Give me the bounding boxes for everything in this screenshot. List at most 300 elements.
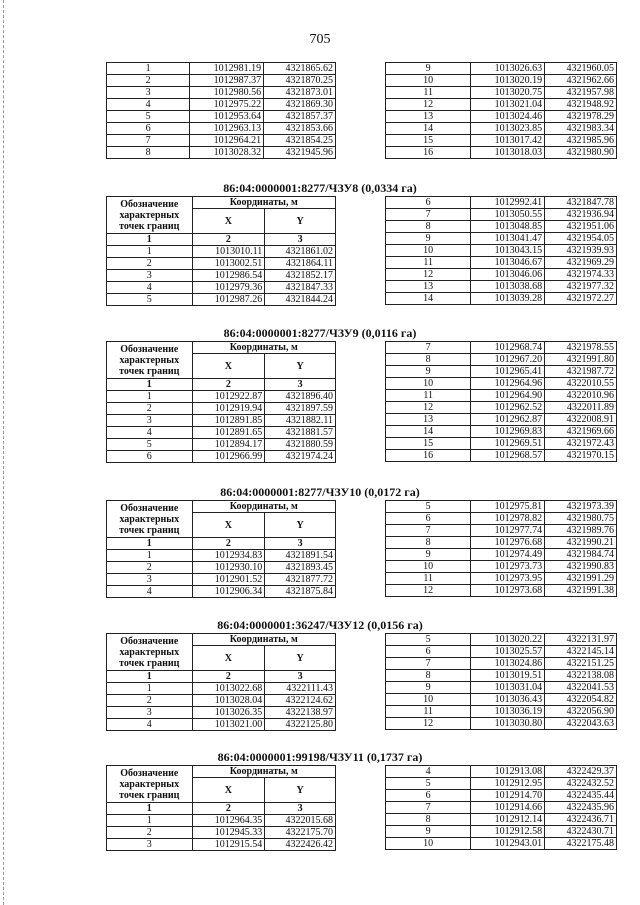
y-header: Y bbox=[265, 209, 336, 234]
x-coordinate: 1012977.74 bbox=[471, 525, 545, 537]
table-row bbox=[386, 426, 617, 438]
point-number: 3 bbox=[107, 270, 193, 282]
y-coordinate: 4321991.80 bbox=[545, 354, 617, 366]
table-row bbox=[386, 826, 617, 838]
y-coordinate: 4321990.83 bbox=[545, 561, 617, 573]
x-header: X bbox=[192, 513, 265, 538]
table-row bbox=[107, 707, 336, 719]
x-coordinate: 1012973.68 bbox=[471, 585, 545, 597]
y-coordinate: 4321896.40 bbox=[265, 391, 336, 403]
x-coordinate: 1013036.19 bbox=[471, 706, 545, 718]
point-number: 6 bbox=[386, 197, 471, 209]
point-number: 8 bbox=[386, 814, 471, 826]
point-number: 11 bbox=[386, 573, 471, 585]
point-number: 9 bbox=[386, 63, 471, 75]
point-number: 2 bbox=[107, 827, 193, 839]
table-row bbox=[386, 147, 617, 159]
point-number: 9 bbox=[386, 549, 471, 561]
point-number: 13 bbox=[386, 111, 471, 123]
point-number: 10 bbox=[386, 838, 471, 850]
table-row bbox=[107, 403, 336, 415]
x-header: X bbox=[192, 354, 265, 379]
table-row bbox=[107, 451, 336, 463]
x-coordinate: 1013024.46 bbox=[471, 111, 545, 123]
x-coordinate: 1012973.73 bbox=[471, 561, 545, 573]
table-row bbox=[386, 682, 617, 694]
x-coordinate: 1013024.86 bbox=[471, 658, 545, 670]
table-row bbox=[386, 513, 617, 525]
x-coordinate: 1012975.22 bbox=[190, 99, 264, 111]
y-coordinate: 4322429.37 bbox=[545, 766, 617, 778]
table-row bbox=[107, 562, 336, 574]
y-coordinate: 4321939.93 bbox=[545, 245, 617, 257]
point-number: 11 bbox=[386, 87, 471, 99]
point-number: 3 bbox=[107, 574, 193, 586]
section-title-5: 86:04:0000001:99198/ЧЗУ11 (0,1737 га) bbox=[217, 750, 423, 764]
table-row bbox=[386, 390, 617, 402]
y-coordinate: 4322138.08 bbox=[545, 670, 617, 682]
table-row bbox=[107, 270, 336, 282]
table-row bbox=[386, 293, 617, 305]
y-header: Y bbox=[265, 646, 336, 671]
y-coordinate: 4321991.38 bbox=[545, 585, 617, 597]
table-row bbox=[107, 827, 336, 839]
point-number: 6 bbox=[386, 646, 471, 658]
designation-header: Обозначение характерных точек границ bbox=[107, 634, 193, 671]
y-coordinate: 4321881.57 bbox=[265, 427, 336, 439]
y-header: Y bbox=[265, 513, 336, 538]
y-coordinate: 4321989.76 bbox=[545, 525, 617, 537]
y-coordinate: 4322125.80 bbox=[265, 719, 336, 731]
x-coordinate: 1012974.49 bbox=[471, 549, 545, 561]
x-coordinate: 1013043.15 bbox=[471, 245, 545, 257]
y-coordinate: 4321977.32 bbox=[545, 281, 617, 293]
point-number: 1 bbox=[107, 815, 193, 827]
section-3-left-table bbox=[106, 500, 336, 598]
point-number: 9 bbox=[386, 366, 471, 378]
y-coordinate: 4321893.45 bbox=[265, 562, 336, 574]
y-coordinate: 4321891.54 bbox=[265, 550, 336, 562]
y-coordinate: 4321951.06 bbox=[545, 221, 617, 233]
x-coordinate: 1012968.74 bbox=[471, 342, 545, 354]
table-row bbox=[386, 537, 617, 549]
table-row bbox=[107, 427, 336, 439]
y-coordinate: 4322015.68 bbox=[265, 815, 336, 827]
table-row bbox=[386, 778, 617, 790]
x-coordinate: 1013050.55 bbox=[471, 209, 545, 221]
table-row bbox=[107, 135, 336, 147]
table-row bbox=[107, 839, 336, 851]
y-coordinate: 4321945.96 bbox=[264, 147, 336, 159]
x-coordinate: 1012906.34 bbox=[192, 586, 265, 598]
table-row bbox=[386, 378, 617, 390]
point-number: 8 bbox=[386, 354, 471, 366]
y-coordinate: 4322436.71 bbox=[545, 814, 617, 826]
table-row bbox=[107, 695, 336, 707]
x-coordinate: 1012964.96 bbox=[471, 378, 545, 390]
y-coordinate: 4321873.01 bbox=[264, 87, 336, 99]
point-number: 5 bbox=[386, 634, 471, 646]
table-row bbox=[386, 501, 617, 513]
top-left-table bbox=[106, 62, 336, 159]
point-number: 1 bbox=[107, 246, 193, 258]
point-number: 5 bbox=[386, 501, 471, 513]
point-number: 3 bbox=[107, 839, 193, 851]
y-coordinate: 4322010.55 bbox=[545, 378, 617, 390]
point-number: 12 bbox=[386, 402, 471, 414]
table-row bbox=[386, 790, 617, 802]
x-coordinate: 1013019.51 bbox=[471, 670, 545, 682]
y-coordinate: 4322010.96 bbox=[545, 390, 617, 402]
x-coordinate: 1013020.75 bbox=[471, 87, 545, 99]
y-header: Y bbox=[265, 778, 336, 803]
table-row bbox=[386, 766, 617, 778]
point-number: 2 bbox=[107, 695, 193, 707]
point-number: 9 bbox=[386, 826, 471, 838]
col-num-1: 1 bbox=[107, 379, 193, 391]
table-row bbox=[386, 402, 617, 414]
point-number: 2 bbox=[107, 403, 193, 415]
table-row bbox=[386, 670, 617, 682]
y-coordinate: 4321875.84 bbox=[265, 586, 336, 598]
table-row bbox=[386, 123, 617, 135]
point-number: 4 bbox=[386, 766, 471, 778]
x-coordinate: 1012914.70 bbox=[471, 790, 545, 802]
y-coordinate: 4321869.30 bbox=[264, 99, 336, 111]
col-num-3: 3 bbox=[265, 803, 336, 815]
col-num-2: 2 bbox=[192, 803, 265, 815]
point-number: 10 bbox=[386, 75, 471, 87]
y-coordinate: 4321991.29 bbox=[545, 573, 617, 585]
point-number: 6 bbox=[107, 451, 193, 463]
point-number: 10 bbox=[386, 378, 471, 390]
section-title-1: 86:04:0000001:8277/ЧЗУ8 (0,0334 га) bbox=[223, 181, 417, 195]
point-number: 13 bbox=[386, 281, 471, 293]
x-coordinate: 1013002.51 bbox=[192, 258, 265, 270]
x-coordinate: 1013039.28 bbox=[471, 293, 545, 305]
y-coordinate: 4321962.66 bbox=[545, 75, 617, 87]
x-coordinate: 1013038.68 bbox=[471, 281, 545, 293]
point-number: 15 bbox=[386, 135, 471, 147]
designation-header: Обозначение характерных точек границ bbox=[107, 501, 193, 538]
x-coordinate: 1012914.66 bbox=[471, 802, 545, 814]
y-coordinate: 4322111.43 bbox=[265, 683, 336, 695]
y-coordinate: 4322435.96 bbox=[545, 802, 617, 814]
table-row bbox=[386, 438, 617, 450]
x-coordinate: 1012968.57 bbox=[471, 450, 545, 462]
point-number: 14 bbox=[386, 123, 471, 135]
point-number: 16 bbox=[386, 450, 471, 462]
x-coordinate: 1012913.08 bbox=[471, 766, 545, 778]
point-number: 14 bbox=[386, 293, 471, 305]
x-coordinate: 1013017.42 bbox=[471, 135, 545, 147]
point-number: 16 bbox=[386, 147, 471, 159]
col-num-2: 2 bbox=[192, 671, 265, 683]
point-number: 2 bbox=[107, 75, 190, 87]
x-coordinate: 1012979.36 bbox=[192, 282, 265, 294]
y-coordinate: 4321877.72 bbox=[265, 574, 336, 586]
coords-header: Координаты, м bbox=[192, 342, 335, 354]
table-row bbox=[386, 209, 617, 221]
table-row bbox=[386, 694, 617, 706]
point-number: 9 bbox=[386, 233, 471, 245]
table-row bbox=[386, 706, 617, 718]
y-coordinate: 4322175.70 bbox=[265, 827, 336, 839]
table-row bbox=[386, 257, 617, 269]
point-number: 7 bbox=[107, 135, 190, 147]
x-coordinate: 1012934.83 bbox=[192, 550, 265, 562]
x-coordinate: 1012891.85 bbox=[192, 415, 265, 427]
y-coordinate: 4322138.97 bbox=[265, 707, 336, 719]
section-title-4: 86:04:0000001:36247/ЧЗУ12 (0,0156 га) bbox=[217, 618, 423, 632]
x-coordinate: 1013028.32 bbox=[190, 147, 264, 159]
y-coordinate: 4321852.17 bbox=[265, 270, 336, 282]
section-5-right-table bbox=[385, 765, 617, 850]
scan-margin-line bbox=[3, 0, 4, 905]
table-row bbox=[107, 574, 336, 586]
col-num-2: 2 bbox=[192, 379, 265, 391]
table-row bbox=[386, 87, 617, 99]
table-row bbox=[107, 683, 336, 695]
x-coordinate: 1012980.56 bbox=[190, 87, 264, 99]
table-row bbox=[107, 63, 336, 75]
y-coordinate: 4321880.59 bbox=[265, 439, 336, 451]
table-row bbox=[386, 197, 617, 209]
x-coordinate: 1012965.41 bbox=[471, 366, 545, 378]
y-coordinate: 4321987.72 bbox=[545, 366, 617, 378]
x-coordinate: 1012976.68 bbox=[471, 537, 545, 549]
point-number: 6 bbox=[386, 790, 471, 802]
point-number: 12 bbox=[386, 269, 471, 281]
point-number: 3 bbox=[107, 707, 193, 719]
section-1-right-table bbox=[385, 196, 617, 305]
x-coordinate: 1013028.04 bbox=[192, 695, 265, 707]
x-coordinate: 1012964.21 bbox=[190, 135, 264, 147]
col-num-3: 3 bbox=[265, 379, 336, 391]
table-row bbox=[386, 646, 617, 658]
x-coordinate: 1013023.85 bbox=[471, 123, 545, 135]
table-row bbox=[386, 354, 617, 366]
point-number: 13 bbox=[386, 414, 471, 426]
x-coordinate: 1012912.58 bbox=[471, 826, 545, 838]
point-number: 4 bbox=[107, 282, 193, 294]
y-coordinate: 4322008.91 bbox=[545, 414, 617, 426]
point-number: 7 bbox=[386, 209, 471, 221]
col-num-3: 3 bbox=[265, 671, 336, 683]
table-row bbox=[386, 366, 617, 378]
y-coordinate: 4321969.29 bbox=[545, 257, 617, 269]
coords-header: Координаты, м bbox=[192, 501, 335, 513]
y-coordinate: 4321897.59 bbox=[265, 403, 336, 415]
y-coordinate: 4322175.48 bbox=[545, 838, 617, 850]
x-coordinate: 1012912.95 bbox=[471, 778, 545, 790]
point-number: 1 bbox=[107, 63, 190, 75]
point-number: 4 bbox=[107, 99, 190, 111]
section-title-3: 86:04:0000001:8277/ЧЗУ10 (0,0172 га) bbox=[220, 485, 420, 499]
y-coordinate: 4321865.62 bbox=[264, 63, 336, 75]
y-coordinate: 4321857.37 bbox=[264, 111, 336, 123]
section-1-left-table bbox=[106, 196, 336, 306]
y-coordinate: 4322011.89 bbox=[545, 402, 617, 414]
table-row bbox=[386, 573, 617, 585]
y-coordinate: 4321973.39 bbox=[545, 501, 617, 513]
point-number: 5 bbox=[107, 111, 190, 123]
point-number: 12 bbox=[386, 718, 471, 730]
y-coordinate: 4321948.92 bbox=[545, 99, 617, 111]
x-header: X bbox=[192, 646, 265, 671]
y-coordinate: 4321854.25 bbox=[264, 135, 336, 147]
y-coordinate: 4321980.75 bbox=[545, 513, 617, 525]
x-coordinate: 1012975.81 bbox=[471, 501, 545, 513]
point-number: 14 bbox=[386, 426, 471, 438]
x-coordinate: 1012966.99 bbox=[192, 451, 265, 463]
x-coordinate: 1012987.26 bbox=[192, 294, 265, 306]
table-row bbox=[107, 391, 336, 403]
table-row bbox=[386, 802, 617, 814]
y-coordinate: 4321853.66 bbox=[264, 123, 336, 135]
x-coordinate: 1012953.64 bbox=[190, 111, 264, 123]
y-coordinate: 4321960.05 bbox=[545, 63, 617, 75]
point-number: 6 bbox=[386, 513, 471, 525]
y-coordinate: 4322131.97 bbox=[545, 634, 617, 646]
point-number: 4 bbox=[107, 427, 193, 439]
x-coordinate: 1013026.63 bbox=[471, 63, 545, 75]
table-row bbox=[107, 123, 336, 135]
x-coordinate: 1013021.00 bbox=[192, 719, 265, 731]
y-coordinate: 4321970.15 bbox=[545, 450, 617, 462]
x-coordinate: 1013025.57 bbox=[471, 646, 545, 658]
point-number: 12 bbox=[386, 585, 471, 597]
y-coordinate: 4321957.98 bbox=[545, 87, 617, 99]
x-coordinate: 1012969.51 bbox=[471, 438, 545, 450]
table-row bbox=[107, 147, 336, 159]
table-row bbox=[107, 282, 336, 294]
x-coordinate: 1013031.04 bbox=[471, 682, 545, 694]
x-coordinate: 1013048.85 bbox=[471, 221, 545, 233]
y-coordinate: 4321954.05 bbox=[545, 233, 617, 245]
section-2-right-table bbox=[385, 341, 617, 462]
table-row bbox=[386, 63, 617, 75]
x-coordinate: 1012930.10 bbox=[192, 562, 265, 574]
x-coordinate: 1012962.52 bbox=[471, 402, 545, 414]
x-coordinate: 1012943.01 bbox=[471, 838, 545, 850]
coords-header: Координаты, м bbox=[192, 766, 335, 778]
y-coordinate: 4322151.25 bbox=[545, 658, 617, 670]
y-coordinate: 4322056.90 bbox=[545, 706, 617, 718]
y-coordinate: 4321974.33 bbox=[545, 269, 617, 281]
table-row bbox=[386, 75, 617, 87]
table-row bbox=[386, 99, 617, 111]
y-coordinate: 4321870.25 bbox=[264, 75, 336, 87]
point-number: 5 bbox=[107, 294, 193, 306]
point-number: 8 bbox=[107, 147, 190, 159]
x-coordinate: 1013020.22 bbox=[471, 634, 545, 646]
section-title-2: 86:04:0000001:8277/ЧЗУ9 (0,0116 га) bbox=[223, 326, 417, 340]
y-coordinate: 4321936.94 bbox=[545, 209, 617, 221]
x-coordinate: 1012964.35 bbox=[192, 815, 265, 827]
col-num-2: 2 bbox=[192, 234, 265, 246]
table-row bbox=[386, 585, 617, 597]
point-number: 5 bbox=[386, 778, 471, 790]
y-coordinate: 4322145.14 bbox=[545, 646, 617, 658]
col-num-1: 1 bbox=[107, 803, 193, 815]
x-coordinate: 1013022.68 bbox=[192, 683, 265, 695]
y-coordinate: 4322124.62 bbox=[265, 695, 336, 707]
table-row bbox=[386, 658, 617, 670]
point-number: 10 bbox=[386, 561, 471, 573]
table-row bbox=[107, 815, 336, 827]
table-row bbox=[386, 634, 617, 646]
table-row bbox=[386, 414, 617, 426]
point-number: 8 bbox=[386, 221, 471, 233]
point-number: 1 bbox=[107, 391, 193, 403]
x-coordinate: 1013021.04 bbox=[471, 99, 545, 111]
section-4-right-table bbox=[385, 633, 617, 730]
x-coordinate: 1013026.35 bbox=[192, 707, 265, 719]
coords-header: Координаты, м bbox=[192, 634, 335, 646]
x-coordinate: 1012901.52 bbox=[192, 574, 265, 586]
table-row bbox=[107, 99, 336, 111]
table-row bbox=[386, 561, 617, 573]
table-row bbox=[386, 245, 617, 257]
point-number: 1 bbox=[107, 683, 193, 695]
point-number: 6 bbox=[107, 123, 190, 135]
point-number: 11 bbox=[386, 706, 471, 718]
point-number: 11 bbox=[386, 257, 471, 269]
table-row bbox=[107, 586, 336, 598]
y-coordinate: 4321882.11 bbox=[265, 415, 336, 427]
point-number: 7 bbox=[386, 525, 471, 537]
x-coordinate: 1012987.37 bbox=[190, 75, 264, 87]
point-number: 9 bbox=[386, 682, 471, 694]
y-coordinate: 4321847.33 bbox=[265, 282, 336, 294]
y-coordinate: 4321985.96 bbox=[545, 135, 617, 147]
y-coordinate: 4321844.24 bbox=[265, 294, 336, 306]
point-number: 3 bbox=[107, 87, 190, 99]
point-number: 7 bbox=[386, 802, 471, 814]
x-coordinate: 1012891.65 bbox=[192, 427, 265, 439]
x-coordinate: 1012922.87 bbox=[192, 391, 265, 403]
y-coordinate: 4321990.21 bbox=[545, 537, 617, 549]
y-coordinate: 4322043.63 bbox=[545, 718, 617, 730]
point-number: 1 bbox=[107, 550, 193, 562]
table-row bbox=[386, 233, 617, 245]
table-row bbox=[107, 87, 336, 99]
table-row bbox=[107, 415, 336, 427]
x-header: X bbox=[192, 209, 265, 234]
table-row bbox=[386, 549, 617, 561]
point-number: 5 bbox=[107, 439, 193, 451]
x-coordinate: 1012912.14 bbox=[471, 814, 545, 826]
point-number: 3 bbox=[107, 415, 193, 427]
designation-header: Обозначение характерных точек границ bbox=[107, 766, 193, 803]
y-coordinate: 4321980.90 bbox=[545, 147, 617, 159]
table-row bbox=[386, 718, 617, 730]
x-coordinate: 1012915.54 bbox=[192, 839, 265, 851]
y-coordinate: 4321861.02 bbox=[265, 246, 336, 258]
table-row bbox=[386, 450, 617, 462]
section-3-right-table bbox=[385, 500, 617, 597]
table-row bbox=[107, 258, 336, 270]
table-row bbox=[386, 525, 617, 537]
x-coordinate: 1012962.87 bbox=[471, 414, 545, 426]
table-row bbox=[107, 75, 336, 87]
top-right-table bbox=[385, 62, 617, 159]
section-5-left-table bbox=[106, 765, 336, 851]
x-coordinate: 1012986.54 bbox=[192, 270, 265, 282]
table-row bbox=[386, 342, 617, 354]
col-num-2: 2 bbox=[192, 538, 265, 550]
